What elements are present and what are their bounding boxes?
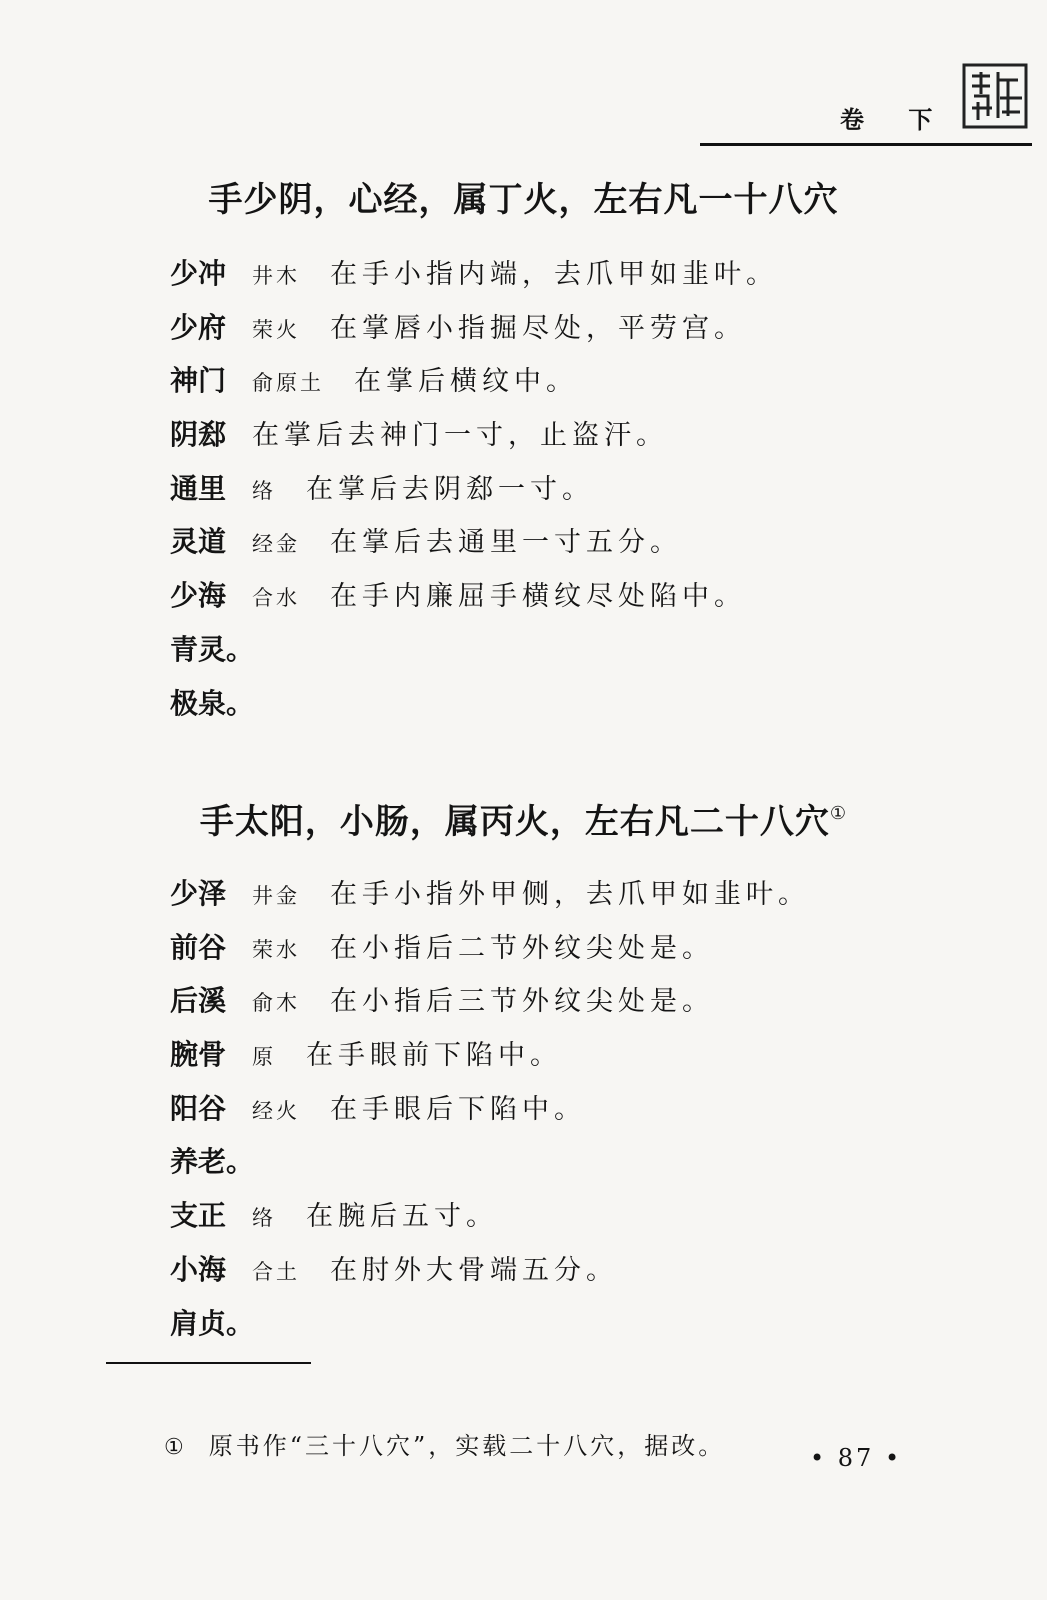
seal-stamp-icon (960, 62, 1030, 130)
point-attribute: 经金 (252, 532, 301, 557)
point-entry (170, 574, 930, 628)
point-entry (170, 1302, 930, 1356)
point-location: 在掌后去阴郄一寸。 (306, 473, 595, 505)
point-entry (170, 306, 930, 360)
page-number: • 87 • (810, 1444, 903, 1472)
point-name: 后溪 (170, 984, 227, 1018)
point-entry (170, 413, 930, 467)
point-entry (170, 926, 930, 980)
section-title-text: 手少阴，心经，属丁火，左右凡一十八穴 (208, 180, 839, 220)
point-attribute: 络 (252, 478, 277, 503)
point-entry (170, 359, 930, 413)
point-entry (170, 520, 930, 574)
header-rule (700, 143, 1032, 146)
point-location: 在掌后去神门一寸，止盗汗。 (252, 420, 669, 452)
point-attribute: 井金 (252, 884, 301, 908)
point-entry (170, 1248, 930, 1302)
footnote (164, 1426, 725, 1461)
point-location: 在手内廉屈手横纹尽处陷中。 (330, 581, 747, 613)
point-name: 支正 (170, 1199, 227, 1233)
point-attribute: 俞原土 (252, 371, 325, 396)
point-entry (170, 252, 930, 306)
point-entry (170, 872, 930, 926)
point-entry (170, 682, 930, 736)
point-entry (170, 1087, 930, 1141)
point-name: 神门 (170, 364, 227, 398)
point-attribute: 荣火 (252, 317, 301, 342)
point-location: 在手小指外甲侧，去爪甲如韭叶。 (330, 879, 811, 910)
point-name: 极泉。 (170, 686, 255, 720)
point-location: 在手眼后下陷中。 (330, 1093, 587, 1125)
point-attribute: 井木 (252, 264, 301, 288)
point-location: 在小指后三节外纹尖处是。 (330, 986, 715, 1018)
point-location: 在肘外大骨端五分。 (330, 1254, 619, 1286)
point-name: 少泽 (170, 877, 227, 910)
point-name: 阴郄 (170, 418, 227, 452)
point-entry (170, 1140, 930, 1194)
point-entry (170, 628, 930, 682)
point-attribute: 合水 (252, 586, 301, 611)
point-entry (170, 467, 930, 521)
point-name: 通里 (170, 471, 227, 505)
point-attribute: 络 (252, 1206, 277, 1231)
point-entry (170, 979, 930, 1033)
point-location: 在小指后二节外纹尖处是。 (330, 932, 715, 964)
point-attribute: 俞木 (252, 991, 301, 1016)
footnote-rule (106, 1362, 311, 1364)
point-attribute: 经火 (252, 1098, 301, 1123)
running-head: 卷 下 (840, 106, 951, 134)
point-name: 养老。 (170, 1145, 255, 1179)
point-name: 阳谷 (170, 1091, 227, 1125)
point-name: 腕骨 (170, 1038, 227, 1072)
point-location: 在掌后横纹中。 (354, 366, 579, 398)
point-entry (170, 1194, 930, 1248)
footnote-reference: ① (829, 803, 848, 824)
point-list-small-intestine-meridian (170, 872, 930, 1355)
footnote-mark: ① (164, 1435, 187, 1460)
point-name: 灵道 (170, 525, 227, 559)
point-entry (170, 1033, 930, 1087)
footnote-text: 原书作“三十八穴”，实载二十八穴，据改。 (208, 1432, 726, 1460)
point-location: 在手眼前下陷中。 (306, 1040, 563, 1072)
point-location: 在腕后五寸。 (306, 1201, 499, 1233)
point-location: 在掌后去通里一寸五分。 (330, 527, 683, 559)
section-title-small-intestine-meridian (0, 794, 1047, 843)
point-attribute: 原 (252, 1045, 277, 1070)
point-name: 少冲 (170, 257, 227, 290)
point-name: 小海 (170, 1252, 227, 1286)
point-name: 肩贞。 (170, 1306, 255, 1340)
point-attribute: 合土 (252, 1259, 301, 1284)
point-name: 青灵。 (170, 632, 255, 666)
point-name: 前谷 (170, 930, 227, 964)
point-name: 少府 (170, 310, 227, 344)
point-name: 少海 (170, 579, 227, 613)
section-title-text: 手太阳，小肠，属丙火，左右凡二十八穴 (199, 802, 830, 842)
point-location: 在手小指内端，去爪甲如韭叶。 (330, 259, 779, 290)
point-location: 在掌唇小指掘尽处，平劳宫。 (330, 312, 747, 344)
point-list-heart-meridian (170, 252, 930, 735)
point-attribute: 荣水 (252, 937, 301, 962)
section-title-heart-meridian (0, 172, 1047, 221)
